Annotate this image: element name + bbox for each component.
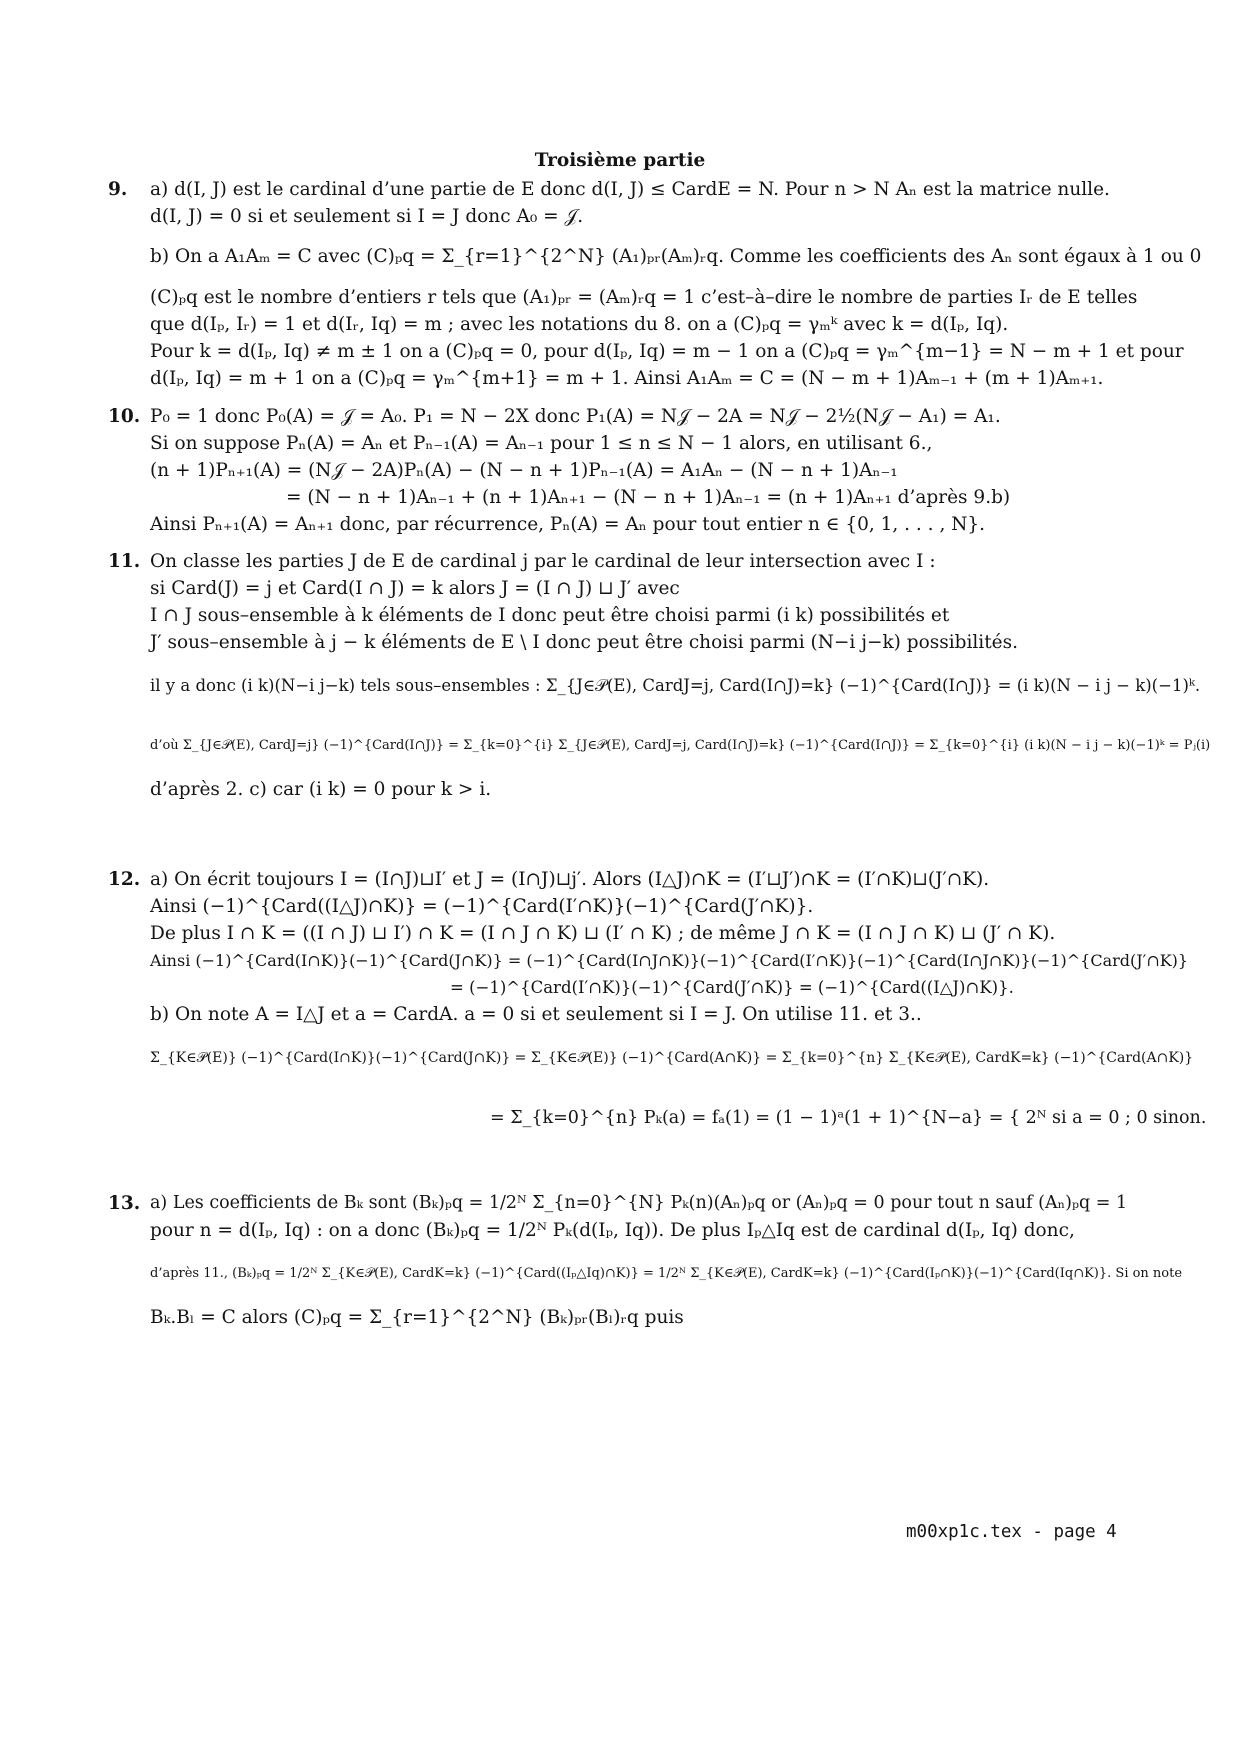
text-line: = (−1)^{Card(I′∩K)}(−1)^{Card(J′∩K)} = (−1)^{Card((I△J)∩K)}. — [450, 978, 1014, 997]
text-line: d(Iₚ, Iq) = m + 1 on a (C)ₚq = γₘ^{m+1} = m + 1. Ainsi A₁Aₘ = C = (N − m + 1)Aₘ₋₁ + (m + 1)Aₘ₊₁. — [150, 368, 1104, 389]
text-line: si Card(J) = j et Card(I ∩ J) = k alors J = (I ∩ J) ⊔ J′ avec — [150, 578, 680, 599]
exercise-number: 13. — [108, 1193, 141, 1214]
text-line: que d(Iₚ, Iᵣ) = 1 et d(Iᵣ, Iq) = m ; avec les notations du 8. on a (C)ₚq = γₘᵏ avec k = d(Iₚ, Iq). — [150, 314, 1009, 335]
text-line: J′ sous–ensemble à j − k éléments de E \ I donc peut être choisi parmi (N−i j−k) possibilités. — [150, 632, 1018, 653]
section-title: Troisième partie — [534, 150, 706, 171]
text-line: Bₖ.Bₗ = C alors (C)ₚq = Σ_{r=1}^{2^N} (Bₖ)ₚᵣ(Bₗ)ᵣq puis — [150, 1307, 684, 1328]
text-line: Ainsi (−1)^{Card(I∩K)}(−1)^{Card(J∩K)} = (−1)^{Card(I∩J∩K)}(−1)^{Card(I′∩K)}(−1)^{Card(I∩J∩K)}(−1)^{Card(J′∩K)} — [150, 951, 1189, 970]
text-line: il y a donc (i k)(N−i j−k) tels sous–ensembles : Σ_{J∈𝒫(E), CardJ=j, Card(I∩J)=k} (−1)^{Card(I∩J)} = (i k)(N − i j − k)(−1)ᵏ. — [150, 676, 1201, 695]
page-footer: m00xp1c.tex - page 4 — [906, 1522, 1117, 1542]
text-line: (C)ₚq est le nombre d’entiers r tels que (A₁)ₚᵣ = (Aₘ)ᵣq = 1 c’est–à–dire le nombre de parties Iᵣ de E telles — [150, 287, 1138, 308]
exercise-number: 10. — [108, 406, 141, 427]
exercise-number: 12. — [108, 869, 141, 890]
text-line: a) On écrit toujours I = (I∩J)⊔I′ et J = (I∩J)⊔j′. Alors (I△J)∩K = (I′⊔J′)∩K = (I′∩K)⊔(J′∩K). — [150, 869, 990, 890]
text-line: = Σ_{k=0}^{n} Pₖ(a) = fₐ(1) = (1 − 1)ᵃ(1 + 1)^{N−a} = { 2ᴺ si a = 0 ; 0 sinon. — [490, 1108, 1207, 1128]
text-line: De plus I ∩ K = ((I ∩ J) ⊔ I′) ∩ K = (I ∩ J ∩ K) ⊔ (I′ ∩ K) ; de même J ∩ K = (I ∩ J ∩ K) ⊔ (J′ ∩ K). — [150, 923, 1056, 944]
text-line: On classe les parties J de E de cardinal j par le cardinal de leur intersection avec I : — [150, 551, 936, 572]
text-line: Si on suppose Pₙ(A) = Aₙ et Pₙ₋₁(A) = Aₙ₋₁ pour 1 ≤ n ≤ N − 1 alors, en utilisant 6., — [150, 433, 933, 454]
text-line: P₀ = 1 donc P₀(A) = 𝒥 = A₀. P₁ = N − 2X donc P₁(A) = N𝒥 − 2A = N𝒥 − 2½(N𝒥 − A₁) = A₁. — [150, 406, 1001, 427]
text-line: d’après 2. c) car (i k) = 0 pour k > i. — [150, 779, 492, 800]
text-line: a) d(I, J) est le cardinal d’une partie de E donc d(I, J) ≤ CardE = N. Pour n > N Aₙ est la matrice nulle. — [150, 179, 1110, 200]
text-line: (n + 1)Pₙ₊₁(A) = (N𝒥 − 2A)Pₙ(A) − (N − n + 1)Pₙ₋₁(A) = A₁Aₙ − (N − n + 1)Aₙ₋₁ — [150, 460, 898, 481]
exercise-number: 11. — [108, 551, 141, 572]
text-line: = (N − n + 1)Aₙ₋₁ + (n + 1)Aₙ₊₁ − (N − n + 1)Aₙ₋₁ = (n + 1)Aₙ₊₁ d’après 9.b) — [286, 487, 1011, 508]
text-line: a) Les coefficients de Bₖ sont (Bₖ)ₚq = 1/2ᴺ Σ_{n=0}^{N} Pₖ(n)(Aₙ)ₚq or (Aₙ)ₚq = 0 pour tout n sauf (Aₙ)ₚq = 1 — [150, 1193, 1128, 1213]
text-line: d(I, J) = 0 si et seulement si I = J donc A₀ = 𝒥. — [150, 206, 584, 227]
text-line: pour n = d(Iₚ, Iq) : on a donc (Bₖ)ₚq = 1/2ᴺ Pₖ(d(Iₚ, Iq)). De plus Iₚ△Iq est de cardinal d(Iₚ, Iq) donc, — [150, 1220, 1075, 1241]
text-line: I ∩ J sous–ensemble à k éléments de I donc peut être choisi parmi (i k) possibilités et — [150, 605, 950, 626]
text-line: d’où Σ_{J∈𝒫(E), CardJ=j} (−1)^{Card(I∩J)} = Σ_{k=0}^{i} Σ_{J∈𝒫(E), CardJ=j, Card(I∩J)=k} (−1)^{Card(I∩J)} = Σ_{k=0}^{i} (i k)(N − i j − k)(−1)ᵏ = Pⱼ(i) — [150, 738, 1211, 753]
text-line: Ainsi Pₙ₊₁(A) = Aₙ₊₁ donc, par récurrence, Pₙ(A) = Aₙ pour tout entier n ∈ {0, 1, . . . , N}. — [150, 514, 986, 535]
exercise-number: 9. — [108, 179, 128, 200]
text-line: d’après 11., (Bₖ)ₚq = 1/2ᴺ Σ_{K∈𝒫(E), CardK=k} (−1)^{Card((Iₚ△Iq)∩K)} = 1/2ᴺ Σ_{K∈𝒫(E), CardK=k} (−1)^{Card(Iₚ∩K)}(−1)^{Card(Iq∩K)}. Si on note — [150, 1266, 1183, 1281]
text-line: b) On a A₁Aₘ = C avec (C)ₚq = Σ_{r=1}^{2^N} (A₁)ₚᵣ(Aₘ)ᵣq. Comme les coefficients des Aₙ sont égaux à 1 ou 0 — [150, 246, 1202, 267]
text-line: b) On note A = I△J et a = CardA. a = 0 si et seulement si I = J. On utilise 11. et 3.. — [150, 1004, 922, 1025]
text-line: Ainsi (−1)^{Card((I△J)∩K)} = (−1)^{Card(I′∩K)}(−1)^{Card(J′∩K)}. — [150, 896, 814, 917]
text-line: Pour k = d(Iₚ, Iq) ≠ m ± 1 on a (C)ₚq = 0, pour d(Iₚ, Iq) = m − 1 on a (C)ₚq = γₘ^{m−1} = N − m + 1 et pour — [150, 341, 1184, 362]
text-line: Σ_{K∈𝒫(E)} (−1)^{Card(I∩K)}(−1)^{Card(J∩K)} = Σ_{K∈𝒫(E)} (−1)^{Card(A∩K)} = Σ_{k=0}^{n} Σ_{K∈𝒫(E), CardK=k} (−1)^{Card(A∩K)} — [150, 1050, 1194, 1066]
